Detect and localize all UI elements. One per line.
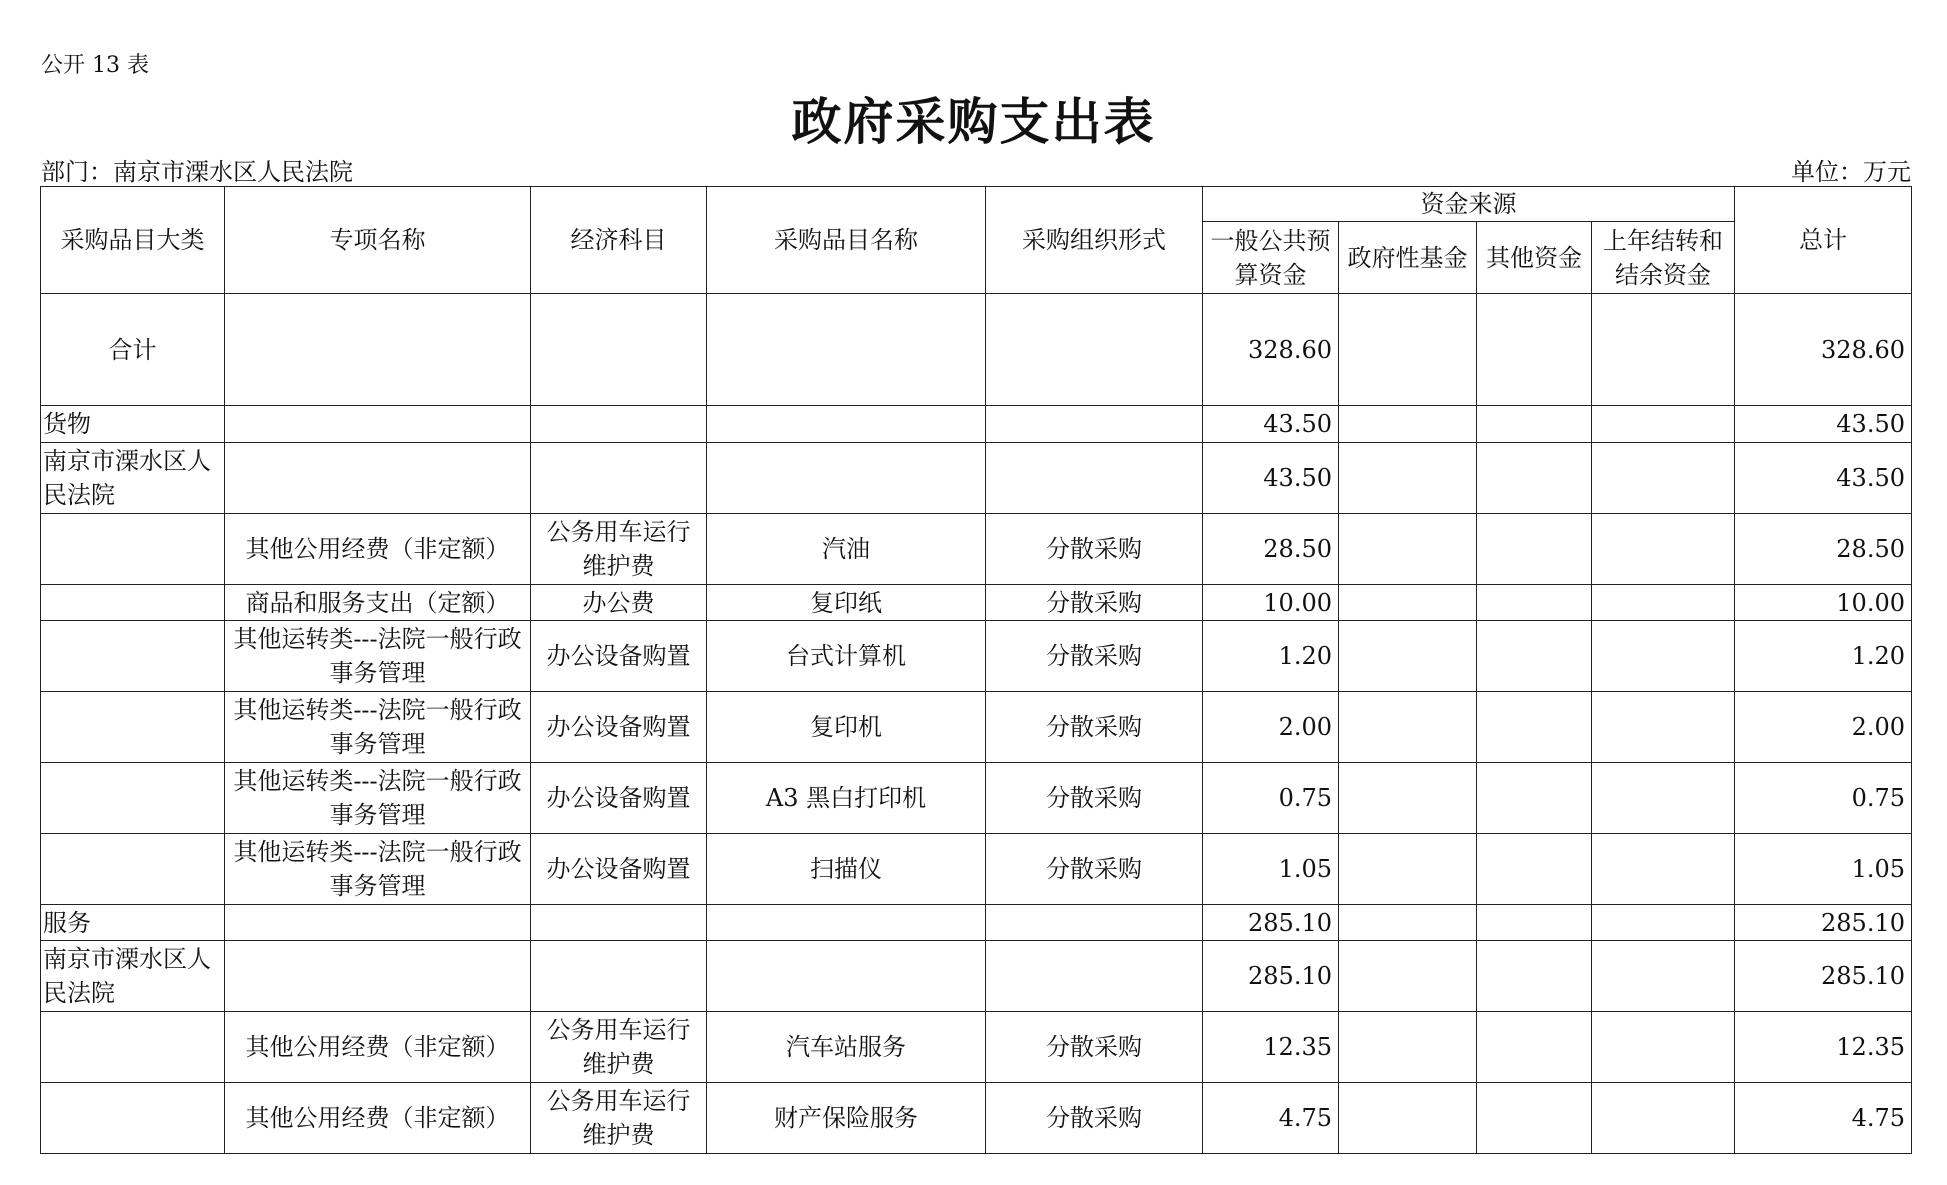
header-total: 总计 [1735, 187, 1912, 294]
header-other: 其他资金 [1477, 222, 1592, 294]
cell-project [225, 905, 531, 941]
table-number: 公开 13 表 [41, 53, 149, 78]
cell-carry [1592, 621, 1735, 692]
cell-econ [531, 406, 707, 443]
cell-fund [1339, 294, 1477, 406]
table-row [41, 692, 1912, 763]
cell-project [225, 294, 531, 406]
cell-fund [1339, 905, 1477, 941]
cell-project: 其他运转类---法院一般行政事务管理 [225, 763, 531, 834]
cell-carry [1592, 443, 1735, 514]
cell-item: 扫描仪 [707, 834, 986, 905]
table-row [41, 621, 1912, 692]
cell-item [707, 443, 986, 514]
table-body [41, 294, 1912, 1154]
table-row [41, 406, 1912, 443]
cell-project: 其他公用经费（非定额） [225, 1012, 531, 1083]
cell-general: 2.00 [1203, 692, 1339, 763]
cell-item [707, 905, 986, 941]
cell-econ: 公务用车运行维护费 [531, 1012, 707, 1083]
cell-carry [1592, 834, 1735, 905]
cell-general: 1.05 [1203, 834, 1339, 905]
cell-form: 分散采购 [986, 763, 1203, 834]
cell-category [41, 514, 225, 585]
cell-category: 服务 [41, 905, 225, 941]
cell-item: 复印机 [707, 692, 986, 763]
cell-other [1477, 621, 1592, 692]
cell-item: 复印纸 [707, 585, 986, 621]
cell-form: 分散采购 [986, 585, 1203, 621]
cell-other [1477, 905, 1592, 941]
cell-total: 28.50 [1735, 514, 1912, 585]
cell-form [986, 905, 1203, 941]
cell-carry [1592, 294, 1735, 406]
cell-other [1477, 585, 1592, 621]
cell-other [1477, 514, 1592, 585]
header-funding-source: 资金来源 [1203, 187, 1735, 222]
header-item: 采购品目名称 [707, 187, 986, 294]
cell-category: 货物 [41, 406, 225, 443]
cell-other [1477, 941, 1592, 1012]
cell-general: 10.00 [1203, 585, 1339, 621]
cell-general: 1.20 [1203, 621, 1339, 692]
cell-econ [531, 941, 707, 1012]
header-form: 采购组织形式 [986, 187, 1203, 294]
cell-fund [1339, 941, 1477, 1012]
cell-total: 328.60 [1735, 294, 1912, 406]
header-econ: 经济科目 [531, 187, 707, 294]
cell-fund [1339, 621, 1477, 692]
unit-label: 单位：万元 [1791, 158, 1911, 186]
cell-econ: 办公设备购置 [531, 763, 707, 834]
table-row [41, 1012, 1912, 1083]
cell-total: 12.35 [1735, 1012, 1912, 1083]
cell-general: 4.75 [1203, 1083, 1339, 1154]
cell-total: 10.00 [1735, 585, 1912, 621]
cell-general: 28.50 [1203, 514, 1339, 585]
cell-total: 285.10 [1735, 905, 1912, 941]
cell-category [41, 763, 225, 834]
cell-other [1477, 443, 1592, 514]
cell-econ [531, 443, 707, 514]
header-general: 一般公共预算资金 [1203, 222, 1339, 294]
cell-econ: 办公设备购置 [531, 692, 707, 763]
cell-total: 1.05 [1735, 834, 1912, 905]
table-row [41, 585, 1912, 621]
cell-total: 43.50 [1735, 443, 1912, 514]
cell-form: 分散采购 [986, 1083, 1203, 1154]
cell-project: 其他运转类---法院一般行政事务管理 [225, 834, 531, 905]
cell-econ: 办公费 [531, 585, 707, 621]
cell-category [41, 1083, 225, 1154]
cell-econ: 办公设备购置 [531, 621, 707, 692]
cell-category: 南京市溧水区人民法院 [41, 941, 225, 1012]
cell-category: 合计 [41, 294, 225, 406]
cell-item: 汽油 [707, 514, 986, 585]
cell-fund [1339, 585, 1477, 621]
cell-form [986, 406, 1203, 443]
cell-item: 台式计算机 [707, 621, 986, 692]
cell-fund [1339, 443, 1477, 514]
cell-category [41, 692, 225, 763]
cell-fund [1339, 1083, 1477, 1154]
cell-econ [531, 294, 707, 406]
table-row [41, 941, 1912, 1012]
cell-general: 12.35 [1203, 1012, 1339, 1083]
cell-carry [1592, 763, 1735, 834]
cell-form [986, 294, 1203, 406]
cell-form [986, 443, 1203, 514]
table-row [41, 443, 1912, 514]
cell-carry [1592, 905, 1735, 941]
cell-form: 分散采购 [986, 514, 1203, 585]
cell-form: 分散采购 [986, 834, 1203, 905]
cell-carry [1592, 941, 1735, 1012]
cell-other [1477, 692, 1592, 763]
cell-other [1477, 763, 1592, 834]
cell-project [225, 443, 531, 514]
cell-general: 43.50 [1203, 406, 1339, 443]
cell-fund [1339, 514, 1477, 585]
cell-project [225, 941, 531, 1012]
cell-carry [1592, 514, 1735, 585]
cell-fund [1339, 1012, 1477, 1083]
cell-carry [1592, 1083, 1735, 1154]
cell-other [1477, 294, 1592, 406]
cell-fund [1339, 763, 1477, 834]
cell-category [41, 585, 225, 621]
cell-general: 0.75 [1203, 763, 1339, 834]
cell-carry [1592, 692, 1735, 763]
header-project: 专项名称 [225, 187, 531, 294]
cell-category: 南京市溧水区人民法院 [41, 443, 225, 514]
header-category: 采购品目大类 [41, 187, 225, 294]
cell-other [1477, 406, 1592, 443]
cell-fund [1339, 692, 1477, 763]
cell-project: 商品和服务支出（定额） [225, 585, 531, 621]
department-label: 部门：南京市溧水区人民法院 [41, 158, 353, 186]
cell-item: 财产保险服务 [707, 1083, 986, 1154]
table-row [41, 834, 1912, 905]
cell-form: 分散采购 [986, 1012, 1203, 1083]
cell-fund [1339, 834, 1477, 905]
cell-econ: 公务用车运行维护费 [531, 1083, 707, 1154]
cell-category [41, 834, 225, 905]
page-title: 政府采购支出表 [791, 92, 1156, 151]
cell-form: 分散采购 [986, 621, 1203, 692]
cell-general: 328.60 [1203, 294, 1339, 406]
header-carry: 上年结转和结余资金 [1592, 222, 1735, 294]
cell-form: 分散采购 [986, 692, 1203, 763]
cell-carry [1592, 585, 1735, 621]
cell-general: 285.10 [1203, 905, 1339, 941]
cell-econ [531, 905, 707, 941]
table-row [41, 763, 1912, 834]
cell-category [41, 1012, 225, 1083]
table-row [41, 514, 1912, 585]
cell-total: 1.20 [1735, 621, 1912, 692]
cell-total: 2.00 [1735, 692, 1912, 763]
cell-general: 43.50 [1203, 443, 1339, 514]
cell-item [707, 941, 986, 1012]
cell-carry [1592, 1012, 1735, 1083]
cell-total: 285.10 [1735, 941, 1912, 1012]
cell-econ: 办公设备购置 [531, 834, 707, 905]
cell-total: 4.75 [1735, 1083, 1912, 1154]
cell-item [707, 294, 986, 406]
cell-other [1477, 1083, 1592, 1154]
cell-total: 0.75 [1735, 763, 1912, 834]
cell-item: 汽车站服务 [707, 1012, 986, 1083]
cell-project: 其他公用经费（非定额） [225, 1083, 531, 1154]
cell-total: 43.50 [1735, 406, 1912, 443]
cell-project: 其他运转类---法院一般行政事务管理 [225, 692, 531, 763]
table-row [41, 1083, 1912, 1154]
procurement-table [40, 186, 1912, 1154]
cell-carry [1592, 406, 1735, 443]
table-row [41, 294, 1912, 406]
header-fund: 政府性基金 [1339, 222, 1477, 294]
cell-item: A3 黑白打印机 [707, 763, 986, 834]
table-row [41, 905, 1912, 941]
cell-form [986, 941, 1203, 1012]
cell-general: 285.10 [1203, 941, 1339, 1012]
cell-project: 其他运转类---法院一般行政事务管理 [225, 621, 531, 692]
cell-item [707, 406, 986, 443]
cell-project [225, 406, 531, 443]
cell-other [1477, 1012, 1592, 1083]
cell-project: 其他公用经费（非定额） [225, 514, 531, 585]
cell-econ: 公务用车运行维护费 [531, 514, 707, 585]
cell-fund [1339, 406, 1477, 443]
cell-other [1477, 834, 1592, 905]
cell-category [41, 621, 225, 692]
